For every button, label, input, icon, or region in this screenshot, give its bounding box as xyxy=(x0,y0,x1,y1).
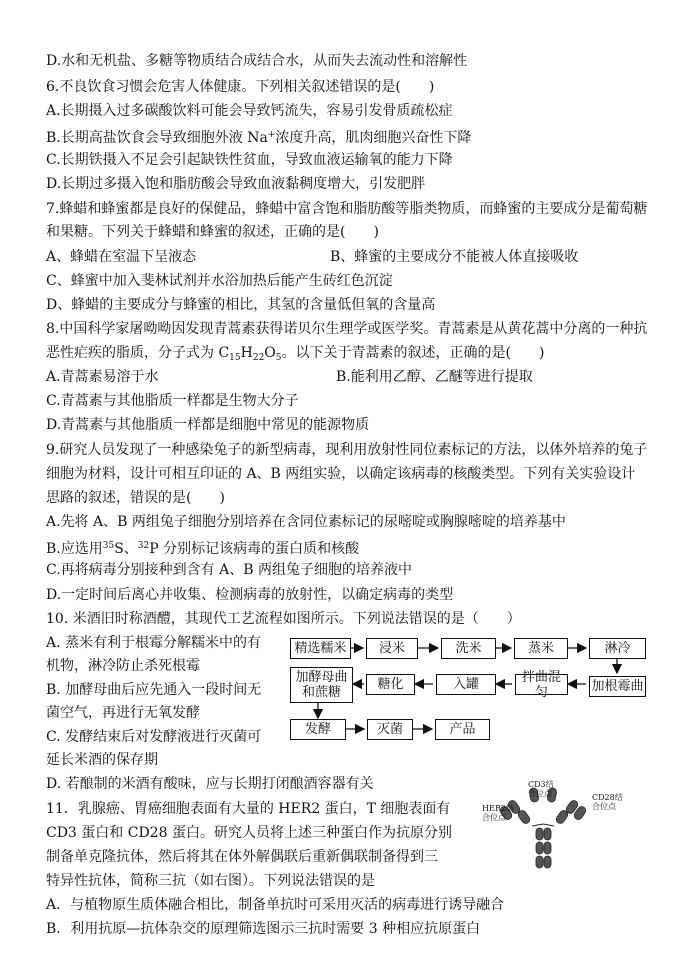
flow-step: 洗米 xyxy=(441,638,496,659)
cd3-label xyxy=(528,780,554,798)
cd28-label-l2: 合位点 xyxy=(592,802,616,811)
option-10d: D. 若酿制的米酒有酸味，应与长期打闭酿酒容器有关 xyxy=(46,776,374,792)
question-11-cont1: CD3 蛋白和 CD28 蛋白。研究人员将上述三种蛋白作为抗原分别 xyxy=(46,825,452,841)
option-10b: B. 加酵母曲后应先通入一段时间无 xyxy=(46,682,262,698)
flow-step: 加根霉曲 xyxy=(589,676,646,697)
question-6: 6.不良饮食习惯会危害人体健康。下列相关叙述错误的是( ) xyxy=(46,79,435,95)
option-10a: A. 蒸米有利于根霉分解糯米中的有 xyxy=(46,635,262,651)
q6b-text2: 浓度升高，肌肉细胞兴奋性下降 xyxy=(275,130,472,146)
flow-step: 淋冷 xyxy=(589,638,646,659)
flow-step: 浸米 xyxy=(366,638,418,659)
option-7a: A、蜂蜡在室温下呈液态 xyxy=(46,249,197,265)
option-9c: C.再将病毒分别接种到含有 A、B 两组兔子细胞的培养液中 xyxy=(46,562,412,578)
flow-step: 精选糯米 xyxy=(290,638,351,659)
flow-step: 发酵 xyxy=(290,719,346,740)
q9b-text: B.应选用 xyxy=(46,541,103,557)
q8-sub1: 15 xyxy=(229,353,241,363)
option-9d: D.一定时间后离心并收集、检测病毒的放射性，以确定病毒的类型 xyxy=(46,587,454,603)
question-10: 10. 米酒旧时称酒醴，其现代工艺流程如图所示。下列说法错误的是（ ） xyxy=(46,611,521,627)
option-7b: B、蜂蜜的主要成分不能被人体直接吸收 xyxy=(330,249,579,265)
option-8c: C.青蒿素与其他脂质一样都是生物大分子 xyxy=(46,393,299,409)
q9b-text2: S、 xyxy=(114,541,138,557)
q8-o: O xyxy=(264,345,276,361)
question-11: 11．乳腺癌、胃癌细胞表面有大量的 HER2 蛋白，T 细胞表面有 xyxy=(46,801,451,817)
option-6c: C.长期铁摄入不足会引起缺铁性贫血，导致血液运输氧的能力下降 xyxy=(46,152,453,168)
trispecific-antibody-figure xyxy=(470,780,650,870)
q8-sub2: 22 xyxy=(252,353,265,363)
her2-label-l2: 合位点 xyxy=(482,813,506,822)
cd3-label-l2: 合位点 xyxy=(528,789,552,798)
question-9: 9.研究人员发现了一种感染兔子的新型病毒，现利用放射性同位素标记的方法，以体外培养的兔子 xyxy=(46,442,648,458)
flow-step: 灭菌 xyxy=(367,719,413,740)
q8-sub3: 5 xyxy=(275,353,282,363)
q6b-text: B.长期高盐饮食会导致细胞外液 Na xyxy=(46,130,268,146)
option-11a: A．与植物原生质体融合相比，制备单抗时可采用灭活的病毒进行诱导融合 xyxy=(46,897,505,913)
q9b-sup2: 32 xyxy=(137,541,150,551)
question-9-cont2: 思路的叙述，错误的是( ) xyxy=(46,490,225,506)
option-10c-cont: 延长米酒的保存期 xyxy=(46,752,158,768)
option-10c: C. 发酵结束后对发酵液进行灭菌可 xyxy=(46,729,262,745)
option-line: D.水和无机盐、多糖等物质结合成结合水，从而失去流动性和溶解性 xyxy=(46,53,468,69)
flow-step: 产品 xyxy=(435,719,490,740)
option-10b-cont: 菌空气，再进行无氧发酵 xyxy=(46,705,200,721)
her2-label-l1: HER2结 xyxy=(482,804,514,813)
option-7c: C、蜂蜜中加入斐林试剂并水浴加热后能产生砖红色沉淀 xyxy=(46,273,393,289)
flow-step: 糖化 xyxy=(366,674,415,695)
q8-text: 恶性疟疾的脂质，分子式为 C xyxy=(46,345,230,361)
question-11-cont3: 特异性抗体，简称三抗（如右图）。下列说法错误的是 xyxy=(46,873,375,889)
q8-h: H xyxy=(240,345,253,361)
option-8a: A.青蒿素易溶于水 xyxy=(46,369,159,385)
option-6d: D.长期过多摄入饱和脂肪酸会导致血液黏稠度增大，引发肥胖 xyxy=(46,176,426,192)
q6b-sup: + xyxy=(267,130,276,140)
cd28-label xyxy=(592,793,623,811)
option-9a: A.先将 A、B 两组兔子细胞分别培养在含同位素标记的尿嘧啶或胸腺嘧啶的培养基中 xyxy=(46,514,566,530)
option-8b: B.能利用乙醇、乙醚等进行提取 xyxy=(336,369,533,385)
q8-text2: 。以下关于青蒿素的叙述，正确的是( ) xyxy=(281,345,545,361)
question-11-cont2: 制备单克隆抗体，然后将其在体外解偶联后重新偶联制备得到三 xyxy=(46,849,438,865)
option-8d: D.青蒿素与其他脂质一样都是细胞中常见的能源物质 xyxy=(46,417,370,433)
question-8: 8.中国科学家屠呦呦因发现青蒿素获得诺贝尔生理学或医学奖。青蒿素是从黄花蒿中分离的一种抗 xyxy=(46,321,648,337)
flow-step-yeast-l1: 加酵母曲 xyxy=(295,670,348,685)
her2-label xyxy=(482,804,514,822)
option-6a: A.长期摄入过多碳酸饮料可能会导致钙流失，容易引发骨质疏松症 xyxy=(46,103,453,119)
cd3-label-l1: CD3结 xyxy=(528,780,554,789)
question-7-cont: 和果糖。下列关于蜂蜡和蜂蜜的叙述，正确的是( ) xyxy=(46,224,379,240)
flow-step-yeast-l2: 和蔗糖 xyxy=(301,685,341,700)
option-11b: B．利用抗原—抗体杂交的原理筛选图示三抗时需要 3 种相应抗原蛋白 xyxy=(46,921,481,937)
flow-step: 蒸米 xyxy=(514,638,568,659)
flow-step: 拌曲混匀 xyxy=(515,674,568,695)
option-10a-cont: 机物，淋冷防止杀死根霉 xyxy=(46,658,200,674)
flow-step: 入罐 xyxy=(436,674,496,695)
cd28-label-l1: CD28结 xyxy=(592,793,623,802)
flow-step-yeast xyxy=(290,667,353,703)
q9b-text3: P 分别标记该病毒的蛋白质和核酸 xyxy=(149,541,360,557)
option-7d: D、蜂蜡的主要成分与蜂蜜的相比，其氢的含量低但氧的含量高 xyxy=(46,297,436,313)
question-9-cont1: 细胞为材料，设计可相互印证的 A、B 两组实验，以确定该病毒的核酸类型。下列有关实验设计 xyxy=(46,466,636,482)
question-7: 7.蜂蜡和蜂蜜都是良好的保健品，蜂蜡中富含饱和脂肪酸等脂类物质，而蜂蜜的主要成分是葡萄糖 xyxy=(46,201,648,217)
q9b-sup1: 35 xyxy=(102,541,115,551)
